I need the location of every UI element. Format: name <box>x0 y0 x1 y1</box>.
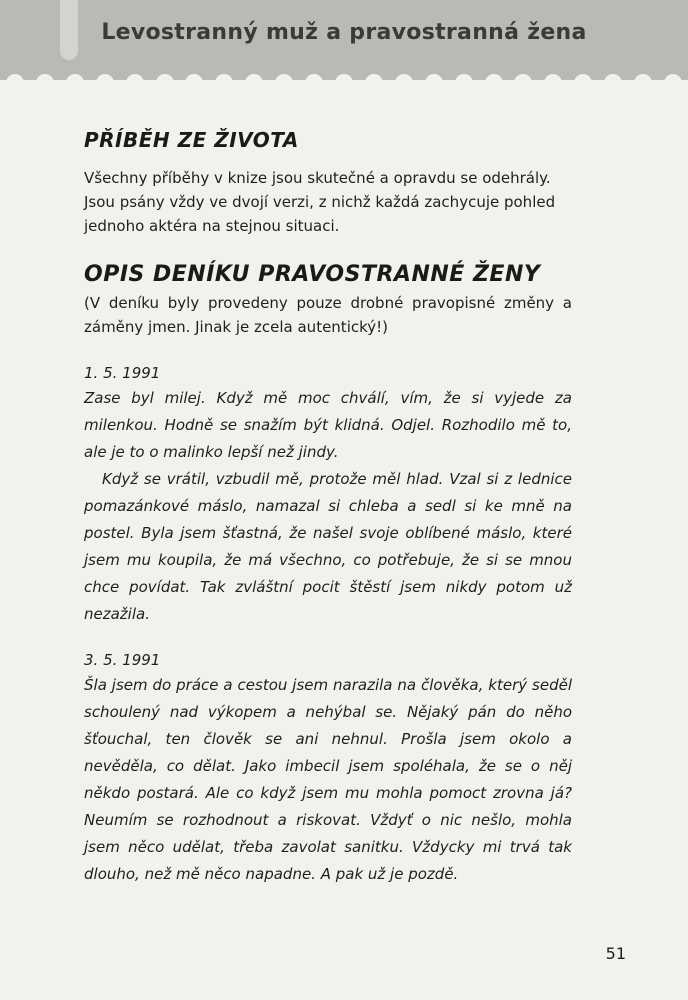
section-heading-story: PŘÍBĚH ZE ŽIVOTA <box>84 128 299 152</box>
intro-paragraph: Všechny příběhy v knize jsou skutečné a opravdu se odehrály. Jsou psány vždy ve dvojí verzi, z nichž každá zachycuje pohled jednoho aktéra na stejnou situaci. <box>84 169 556 235</box>
entry-paragraph: Když se vrátil, vzbudil mě, protože měl hlad. Vzal si z lednice pomazánkové máslo, namazal si chleba a sedl si ke mně na postel. Byla jsem šťastná, že našel svoje oblíbené máslo, které jsem mu koupila, že má všechno, co potřebuje, že si se mnou chce povídat. Tak zvláštní pocit štěstí jsem nikdy potom už nezažila. <box>84 470 572 623</box>
diary-note: (V deníku byly provedeny pouze drobné pravopisné změny a záměny jmen. Jinak je zcela autentický!) <box>84 294 572 336</box>
diary-entry <box>84 648 572 888</box>
chapter-title: Levostranný muž a pravostranná žena <box>101 20 587 45</box>
entry-paragraph: Zase byl milej. Když mě moc chválí, vím, že si vyjede za milenkou. Hodně se snažím být klidná. Odjel. Rozhodilo mě to, ale je to o malinko lepší než jindy. <box>84 389 572 461</box>
diary-entry <box>84 361 572 628</box>
header-perforation <box>0 74 688 80</box>
page-number: 51 <box>605 944 626 963</box>
entry-date: 3. 5. 1991 <box>84 651 161 669</box>
entry-date: 1. 5. 1991 <box>84 364 161 382</box>
entry-paragraph: Šla jsem do práce a cestou jsem narazila na člověka, který seděl schoulený nad výkopem a nehýbal se. Nějaký pán do něho šťouchal, ten člověk se ani nehnul. Prošla jsem okolo a nevěděla, co dělat. Jako imbecil jsem spoléhala, že se o něj někdo postará. Ale co když jsem mu mohla pomoct zrovna já? Neumím se rozhodnout a riskovat. Vždyť o nic nešlo, mohla jsem něco udělat, třeba zavolat sanitku. Vždycky mi trvá tak dlouho, než mě něco napadne. A pak už je pozdě. <box>84 676 572 883</box>
page-content <box>84 128 572 908</box>
chapter-header <box>0 0 688 80</box>
section-heading-diary: OPIS DENÍKU PRAVOSTRANNÉ ŽENY <box>84 262 541 287</box>
